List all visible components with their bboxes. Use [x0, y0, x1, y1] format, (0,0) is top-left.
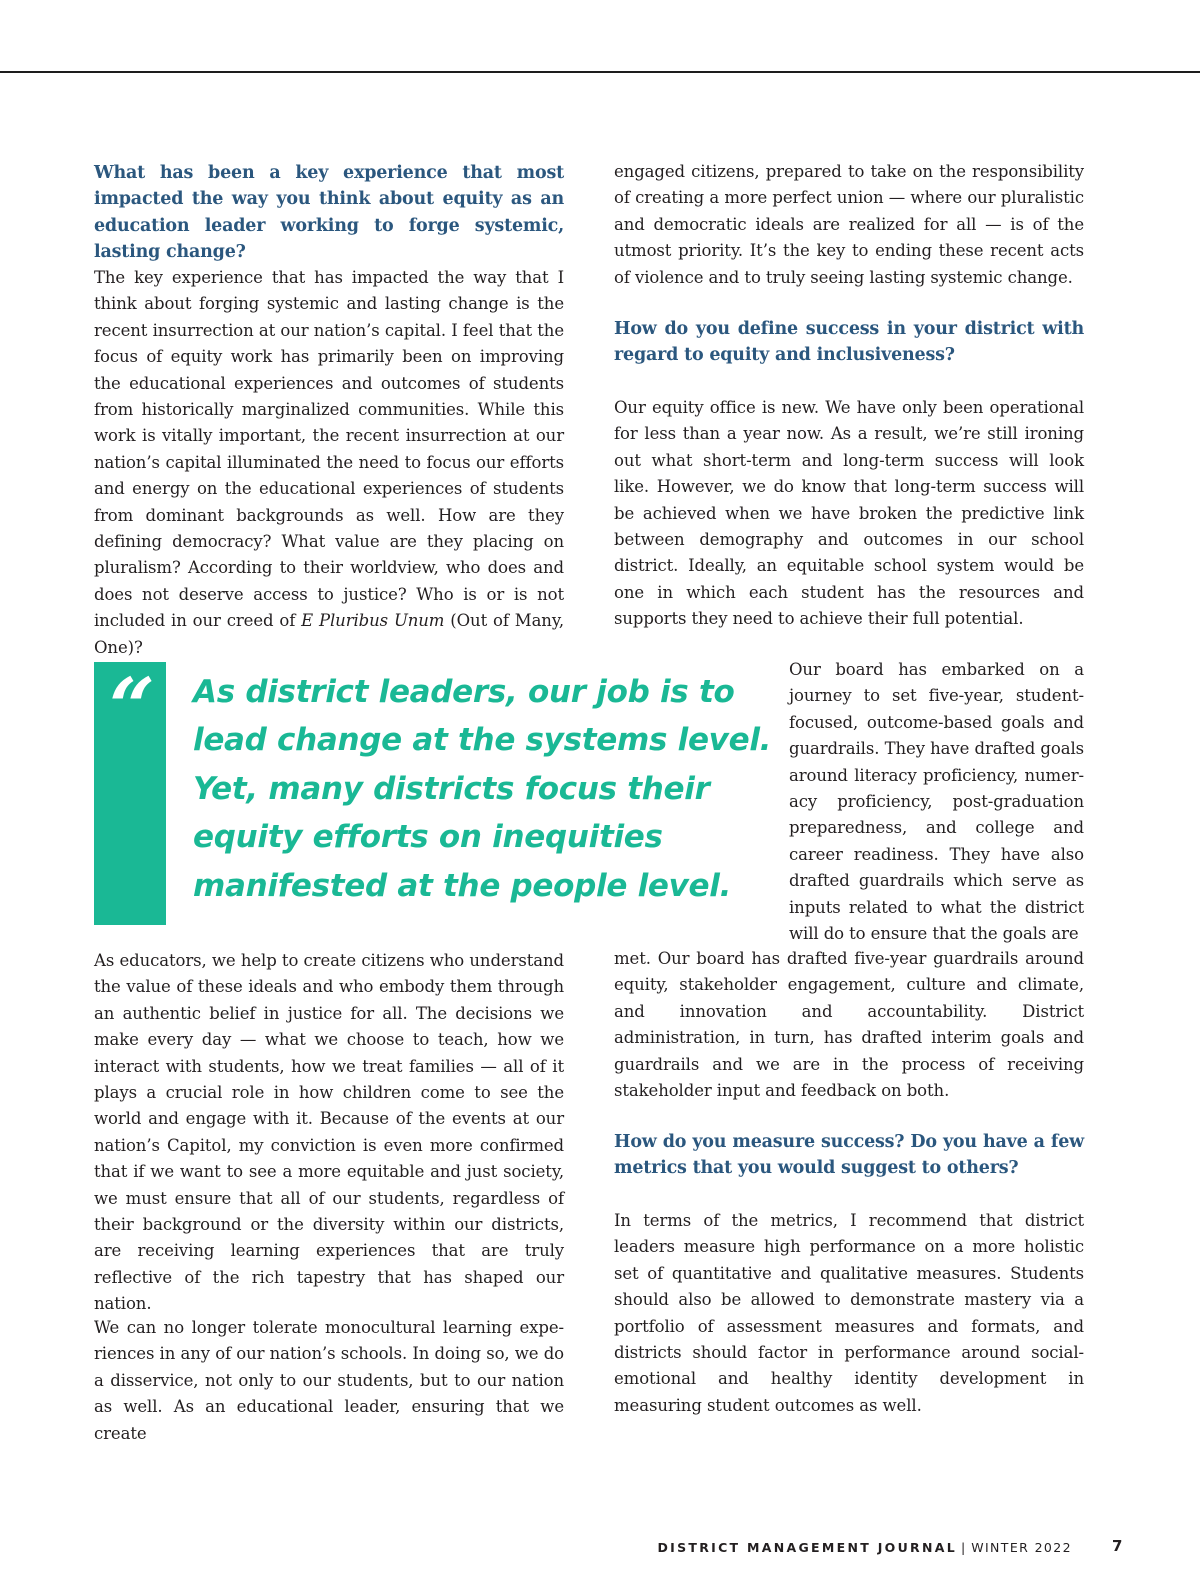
page-number: 7: [1112, 1537, 1123, 1555]
quote-mark-icon: “: [108, 660, 155, 754]
header-rule: [0, 71, 1200, 73]
answer-define-success: Our equity office is new. We have only been operational for less than a year now. As a result, we’re still ironing out what short-term and long-term success will look like. However, we do know that long-term success will be achieved when we have broken the predictive link between demography and outcomes in our school district. Ideally, an equitable school system would be one in which each student has the resources and supports they need to achieve their full potential.: [614, 398, 1084, 629]
issue-label: WINTER 2022: [971, 1540, 1072, 1555]
answer-measure-success: In terms of the metrics, I recommend that district leaders measure high performance on a more holistic set of quantitative and qualitative measures. Students should also be allowed to demonstrate mastery via a portfolio of assessment measures and formats, and districts should factor in performance around social-emotional and healthy identity development in measuring student outcomes as well.: [614, 1211, 1084, 1415]
paragraph-board-guardrails: met. Our board has drafted five-year guardrails around equity, stakeholder engagement, culture and climate, and innovation and accountability. District administration, in turn, has drafted interim goals and guardrails and we are in the process of receiving stakeholder input and feedback on both.: [614, 949, 1084, 1101]
paragraph-monocultural: We can no longer tolerate monocultural learning expe-riences in any of our nation’s schools. In doing so, we do a disservice, not only to our students, but to our nation as well. As an educational leader, ensuring that we create: [94, 1318, 564, 1443]
latin-motto-translation: (Out of Many, One)?: [94, 611, 565, 657]
footer-separator: |: [960, 1540, 966, 1555]
answer-key-experience: [94, 265, 564, 661]
pull-quote: [193, 668, 772, 910]
paragraph-educators: As educators, we help to create citizens who understand the value of these ideals and who embody them through an authentic belief in justice for all. The decisions we make every day — what we choose to teach, how we interact with students, how we treat families — all of it plays a crucial role in how children come to see the world and engage with it. Because of the events at our nation’s Capitol, my conviction is even more confirmed that if we want to see a more equitable and just society, we must ensure that all of our students, regardless of their background or the diversity within our districts, are receiving learning experiences that are truly reflective of the rich tapestry that has shaped our nation.: [94, 951, 564, 1314]
pull-quote-line: As district leaders, our job is to: [193, 674, 735, 710]
paragraph-continuation: engaged citizens, prepared to take on the responsibility of creating a more perfect union — where our pluralistic and democratic ideals are realized for all — is of the utmost priority. It’s the key to ending these recent acts of violence and to truly seeing lasting systemic change.: [614, 162, 1084, 287]
paragraph-board-goals: Our board has embarked on a journey to set five-year, student-focused, outcome-based goals and guardrails. They have drafted goals around literacy proficiency, numer-acy proficiency, post-graduation preparedness, and college and career readiness. They have also drafted guardrails which serve as inputs related to what the district will do to ensure that the goals are: [789, 660, 1084, 944]
journal-name: DISTRICT MANAGEMENT JOURNAL: [657, 1540, 957, 1555]
question-key-experience: What has been a key experience that most impacted the way you think about equity as an education leader working to forge systemic, lasting change?: [94, 163, 564, 263]
question-measure-success: How do you measure success? Do you have a few metrics that you would suggest to others?: [614, 1132, 1084, 1179]
pull-quote-line: equity efforts on inequities: [193, 819, 663, 856]
page-footer: [657, 1540, 1072, 1555]
pull-quote-line: Yet, many districts focus their: [193, 770, 710, 807]
answer-key-experience-text: The key experience that has impacted the way that I think about forging systemic and lasting change is the recent insurrection at our nation’s capital. I feel that the focus of equity work has primarily been on improving the educational experiences and outcomes of students from historically marginalized communities. While this work is vitally important, the recent insurrection at our nation’s capital illuminated the need to focus our efforts and energy on the educational experiences of students from dominant backgrounds as well. How are they defining democracy? What value are they placing on pluralism? According to their worldview, who does and does not deserve access to justice? Who is or is not included in our creed of: [94, 268, 564, 631]
question-define-success: How do you define success in your district with regard to equity and inclusiveness?: [614, 319, 1084, 366]
latin-motto: E Pluribus Unum: [301, 611, 445, 631]
pull-quote-line: manifested at the people level.: [193, 867, 732, 904]
pull-quote-line: lead change at the systems level.: [193, 722, 772, 759]
